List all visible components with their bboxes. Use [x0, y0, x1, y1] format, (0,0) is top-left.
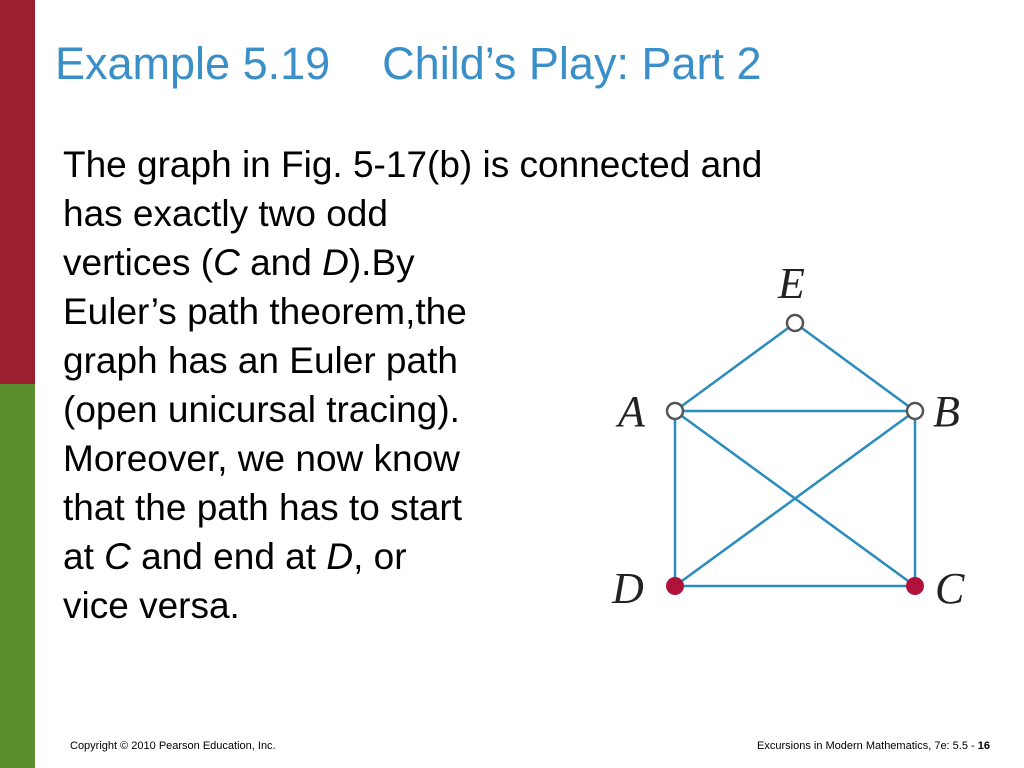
- body-line: Moreover, we now know: [63, 438, 460, 479]
- vertex-b: [907, 403, 923, 419]
- body-text-fragment: , or: [353, 536, 407, 577]
- euler-graph-figure: [600, 255, 1000, 625]
- label-c: C: [935, 564, 965, 613]
- graph-vertices: [666, 315, 924, 595]
- body-text-fragment: and end at: [130, 536, 327, 577]
- slide-title: [55, 38, 762, 90]
- footer-copyright: Copyright © 2010 Pearson Education, Inc.: [70, 740, 276, 752]
- vertex-name-d: D: [322, 242, 349, 283]
- body-text-fragment: ).By: [348, 242, 415, 283]
- vertex-c-odd: [906, 577, 924, 595]
- graph-labels: [611, 259, 965, 613]
- vertex-name-d: D: [326, 536, 354, 577]
- label-a: A: [618, 387, 645, 436]
- body-text-fragment: and: [239, 242, 323, 283]
- sidebar-red-block: [0, 0, 35, 384]
- footer-book: Excursions in Modern Mathematics, 7e: 5.5 -: [757, 740, 978, 752]
- body-text-fragment: vertices (: [63, 242, 214, 283]
- body-line: vice versa.: [63, 585, 240, 626]
- body-line: The graph in Fig. 5-17(b) is connected and: [63, 144, 763, 185]
- title-example-number: Example 5.19: [55, 38, 331, 89]
- edge-e-b: [795, 323, 915, 411]
- vertex-name-c: C: [213, 242, 240, 283]
- sidebar-accent-bar: [0, 0, 35, 768]
- body-line: Euler’s path theorem,the: [63, 291, 467, 332]
- body-line: that the path has to start: [63, 487, 463, 528]
- label-e: E: [778, 259, 805, 308]
- graph-edges: [675, 323, 915, 586]
- body-text-fragment: at: [63, 536, 105, 577]
- vertex-name-c: C: [104, 536, 131, 577]
- body-line: graph has an Euler path: [63, 340, 458, 381]
- vertex-e: [787, 315, 803, 331]
- label-d: D: [612, 564, 644, 613]
- vertex-a: [667, 403, 683, 419]
- title-name: Child’s Play: Part 2: [382, 38, 762, 89]
- body-line: has exactly two odd: [63, 193, 388, 234]
- edge-e-a: [675, 323, 795, 411]
- body-line: (open unicursal tracing).: [63, 389, 460, 430]
- footer-citation: [757, 740, 990, 752]
- label-b: B: [933, 387, 960, 436]
- vertex-d-odd: [666, 577, 684, 595]
- page-number: 16: [977, 740, 990, 752]
- sidebar-green-block: [0, 384, 35, 768]
